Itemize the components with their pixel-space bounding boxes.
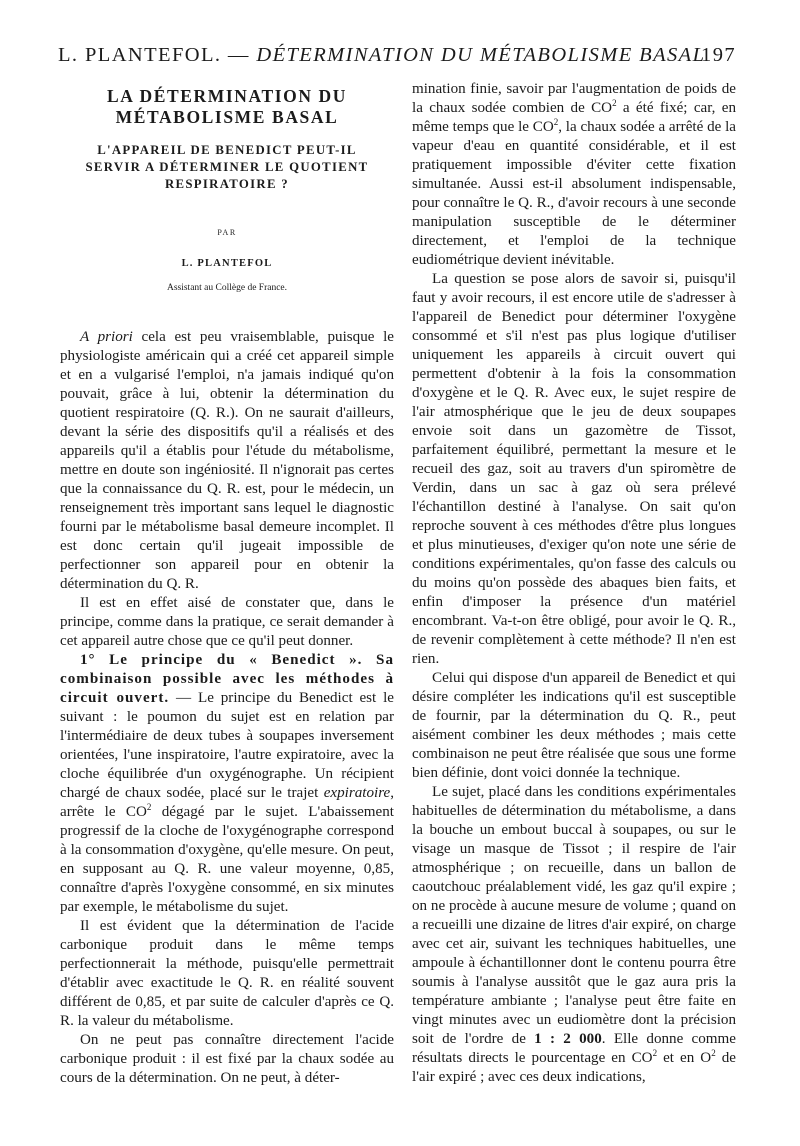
section-heading-1: 1° Le principe du « Benedict ». Sa combinaison possible avec les méthodes à circuit ouvert.: [60, 652, 394, 706]
paragraph-1-text: cela est peu vraisemblable, puisque le physiologiste américain qui a créé cet appareil simple et en a vulgarisé l'emploi, n'a jamais indiqué qu'on pouvait, grâce à lui, obtenir la détermination du quotient respiratoire (Q. R.). On ne saurait d'ailleurs, devant la série des dispositifs qu'il a réalisés et des appareils qu'il a établis pour l'étude du métabolisme, mettre en doute son ingéniosité. Il n'ignorait pas certes que la connaissance du Q. R. est, pour le médecin, un renseignement très important sans lequel le diagnostic fourni par le métabolisme basal demeure incomplet. Il est donc certain qu'il jugeait impossible de perfectionner son appareil pour en obtenir la détermination du Q. R.: [60, 329, 395, 592]
running-header: [58, 44, 736, 67]
right-column: [412, 80, 736, 1087]
italic-expiratoire: expiratoire: [323, 785, 391, 801]
paragraph-6: [412, 80, 736, 270]
paragraph-9-text-c: et en O: [657, 1050, 712, 1066]
header-author: L. PLANTEFOL.: [58, 44, 222, 66]
byline-par: PAR: [217, 228, 237, 237]
paragraph-3-text-a: — Le principe du Benedict est le suivant : le poumon du sujet est en relation par l'intermédiaire de deux tubes à soupapes inversement orientées, l'une inspiratoire, l'autre expiratoire, avec la cloche équilibrée d'un oxygénographe. Un récipient chargé de chaux sodée, placé sur le trajet: [60, 690, 394, 801]
paragraph-6-text-a: mination finie, savoir par l'augmentation de poids de la chaux sodée combien de CO: [412, 81, 736, 116]
paragraph-3: [60, 651, 394, 917]
article-subtitle: [60, 142, 394, 193]
article-title: [60, 86, 394, 128]
superscript-2: 2: [652, 1047, 658, 1058]
paragraph-3-text-b: , arrête le CO: [60, 785, 394, 820]
article-subtitle-line-3: RESPIRATOIRE ?: [164, 177, 290, 191]
superscript-2: 2: [612, 97, 617, 108]
paragraph-6-text-c: , la chaux sodée a arrêté de la vapeur d'eau en quantité considérable, et il est pratiquement impossible d'éviter cette fixation simultanée. Aussi est-il absolument indispensable, pour connaître le Q. R., d'avoir recours à une seconde manipulation susceptible de le déterminer directement, et l'emploi de la technique eudiométrique devient inévitable.: [412, 119, 736, 268]
paragraph-5: On ne peut pas connaître directement l'acide carbonique produit : il est fixé par la chaux sodée au cours de la détermination. On ne peut, à déter-: [60, 1032, 394, 1086]
italic-a-priori: A priori: [80, 329, 133, 345]
article-author: L. PLANTEFOL: [181, 258, 273, 269]
paragraph-9-text-d: de l'air expiré ; avec ces deux indications,: [412, 1050, 736, 1085]
paragraph-1: [60, 328, 394, 594]
paragraph-3-text-c: dégagé par le sujet. L'abaissement progressif de la cloche de l'oxygénographe correspond à la consommation d'oxygène, qu'elle mesure. On peut, en supposant au Q. R. une valeur moyenne, 0,85, connaître d'après l'oxygène consommé, en six minutes par exemple, le métabolisme du sujet.: [60, 804, 394, 915]
page-number: 197: [701, 44, 736, 66]
paragraph-2: Il est en effet aisé de constater que, dans le principe, comme dans la pratique, ce serait demander à cet appareil autre chose que ce qu'il peut donner.: [60, 595, 394, 649]
paragraph-9-text-b: . Elle donne comme résultats directs le pourcentage en CO: [412, 1031, 736, 1066]
superscript-2: 2: [711, 1047, 716, 1058]
article-subtitle-line-2: SERVIR A DÉTERMINER LE QUOTIENT: [85, 160, 369, 174]
left-column: [60, 80, 394, 1088]
article-title-line-1: LA DÉTERMINATION DU: [106, 86, 348, 106]
paragraph-7: La question se pose alors de savoir si, puisqu'il faut y avoir recours, il est encore utile de s'adresser à l'appareil de Benedict pour déterminer l'oxygène consommé et s'il n'est pas plus logique d'utiliser uniquement les appareils à circuit ouvert qui permettent d'obtenir à la fois la consommation d'oxygène et le Q. R. Avec eux, le sujet respire de l'air atmosphérique que le jeu de deux soupapes envoie soit dans un gazomètre de Tissot, parfaitement équilibré, permettant la mesure et le recueil des gaz, soit au travers d'un spiromètre de Verdin, dans un sac à gaz où sera prélevé l'échantillon destiné à l'analyse. On sait qu'on reproche souvent à ces méthodes d'être plus longues et plus minutieuses, d'exiger qu'on note une série de conditions expérimentales, qu'on fasse des calculs ou du moins qu'on possède des abaques bien faits, et enfin d'imposer la présence d'un matériel encombrant. Va-t-on être obligé, pour avoir le Q. R., de revenir complètement à cette méthode? Il n'en est rien.: [412, 271, 736, 667]
article-title-line-2: MÉTABOLISME BASAL: [115, 107, 339, 127]
superscript-2: 2: [553, 116, 559, 127]
bold-ratio: 1 : 2 000: [534, 1031, 602, 1047]
paragraph-6-text-b: a été fixé; car, en même temps que le CO: [412, 100, 736, 135]
article-subtitle-line-1: L'APPAREIL DE BENEDICT PEUT-IL: [97, 143, 357, 157]
paragraph-8: Celui qui dispose d'un appareil de Benedict et qui désire compléter les indications qu'il est susceptible de fournir, par la détermination du Q. R., peut aisément combiner les deux méthodes ; mais cette combinaison ne peut être réalisée que sous une forme bien définie, dont voici donnée la technique.: [412, 670, 736, 781]
author-affiliation: Assistant au Collège de France.: [166, 283, 288, 293]
paragraph-4: Il est évident que la détermination de l'acide carbonique produit dans le même temps perfectionnerait la méthode, puisqu'elle permettrait d'établir avec exactitude le Q. R. en réalité souvent différent de 0,85, et par suite de calculer d'après ce Q. R. la valeur du métabolisme.: [60, 918, 394, 1029]
header-title: DÉTERMINATION DU MÉTABOLISME BASAL: [256, 44, 706, 66]
superscript-2: 2: [146, 801, 152, 812]
paragraph-9: [412, 783, 736, 1087]
header-dash: —: [221, 44, 257, 66]
paragraph-9-text-a: Le sujet, placé dans les conditions expérimentales habituelles de détermination du métabolisme, a dans la bouche un embout buccal à soupapes, ou sur le visage un masque de Tissot ; il respire de l'air atmosphérique ; on recueille, dans un ballon de caoutchouc préalablement vidé, les gaz qu'il expire ; on ne procède à aucune mesure de volume ; quand on a recueilli une dizaine de litres d'air expiré, on charge avec cet air, suivant les techniques habituelles, une ampoule à échantillonner dont le contenu pourra être soumis à l'analyse aussitôt que le gaz aura pris la température ambiante ; l'analyse peut être faite en vingt minutes avec un eudiomètre dont la précision soit de l'ordre de: [412, 784, 736, 1047]
